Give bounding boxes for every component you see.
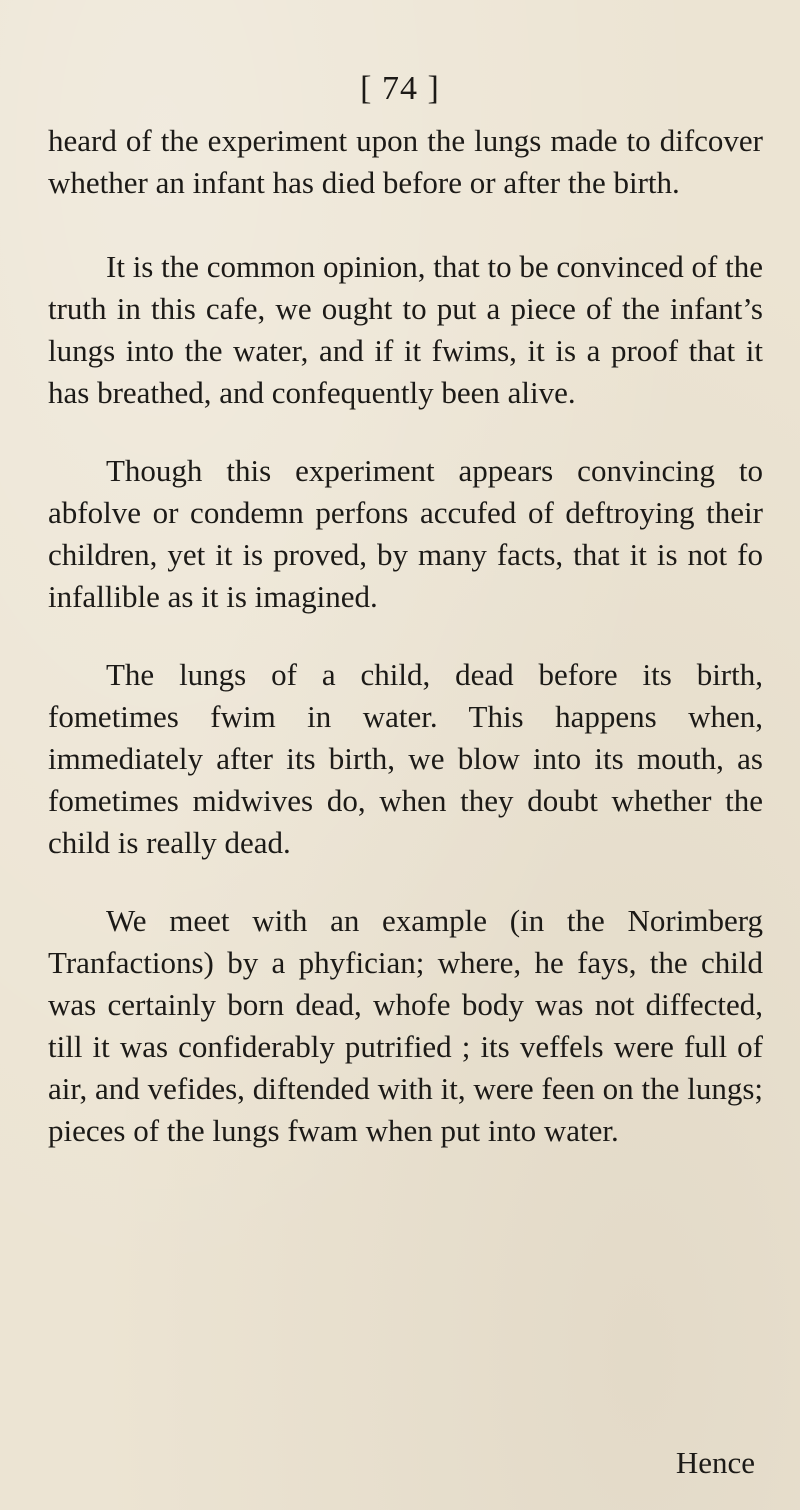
catchword: Hence	[675, 1445, 755, 1480]
paragraph-4: The lungs of a child, dead before its birth, fometimes fwim in water. This happens when, immediately after its birth, we blow into its mouth, as fometimes midwives do, when they doubt whether the child is really dead.	[48, 657, 763, 860]
paragraph-3: Though this experiment appears convincing to abfolve or condemn perfons accufed of deftroying their children, yet it is proved, by many facts, that it is not fo infallible as it is imagined.	[48, 453, 763, 614]
page-number-header: [ 74 ]	[360, 70, 440, 107]
paragraph-5: We meet with an example (in the Norimberg Tranfactions) by a phyfician; where, he fays, the child was certainly born dead, whofe body was not diffected, till it was confiderably putrified ; its veffels were full of air, and vefides, diftended with it, were feen on the lungs; pieces of the lungs fwam when put into water.	[48, 903, 763, 1148]
paragraph-2: It is the common opinion, that to be convinced of the truth in this cafe, we ought to put a piece of the infant’s lungs into the water, and if it fwims, it is a proof that it has breathed, and confequently been alive.	[48, 249, 763, 410]
body-text	[48, 120, 763, 1188]
paragraph-1: heard of the experiment upon the lungs made to difcover whether an infant has died before or after the birth.	[48, 123, 763, 200]
